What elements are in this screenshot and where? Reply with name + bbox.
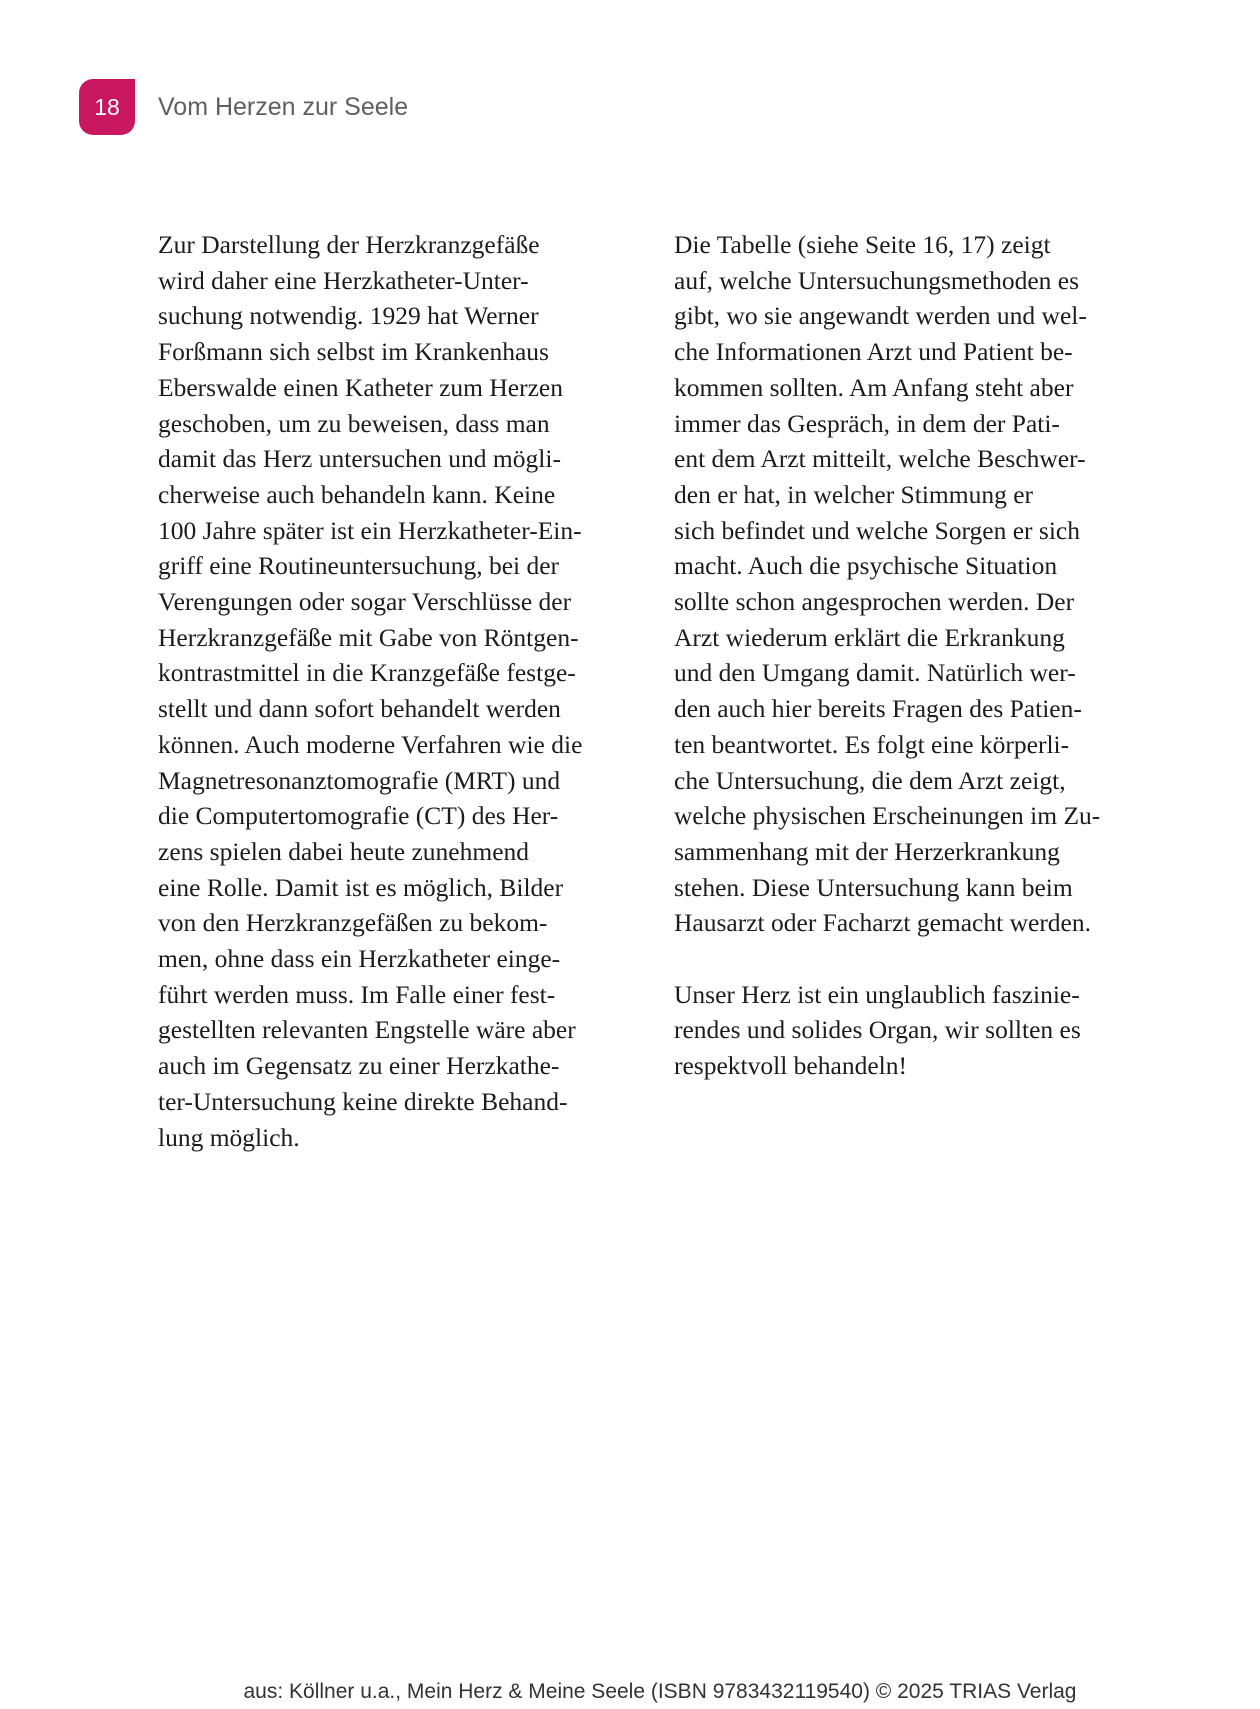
text-line: gestellten relevanten Engstelle wäre aber <box>158 1015 576 1045</box>
text-line: stellt und dann sofort behandelt werden <box>158 694 561 724</box>
text-line: Hausarzt oder Facharzt gemacht werden. <box>674 908 1092 938</box>
text-line: welche physischen Erscheinungen im Zu- <box>674 801 1101 831</box>
text-line: sammenhang mit der Herzerkrankung <box>674 836 1060 866</box>
text-line: respektvoll behandeln! <box>674 1051 907 1081</box>
text-line: sich befindet und welche Sorgen er sich <box>674 515 1080 545</box>
text-line: men, ohne dass ein Herzkatheter einge- <box>158 944 561 974</box>
page-number-badge: 18 <box>79 79 135 135</box>
running-title: Vom Herzen zur Seele <box>158 93 409 121</box>
text-line: Zur Darstellung der Herzkranzgefäße <box>158 230 540 259</box>
text-line: griff eine Routineuntersuchung, bei der <box>158 551 560 581</box>
source-citation: aus: Köllner u.a., Mein Herz & Meine Seele (ISBN 9783432119540) © 2025 TRIAS Verlag <box>243 1680 1077 1703</box>
text-line: stehen. Diese Untersuchung kann beim <box>674 872 1073 902</box>
text-line: 100 Jahre später ist ein Herzkatheter-Ein- <box>158 515 582 545</box>
text-line: auf, welche Untersuchungsmethoden es <box>674 265 1080 295</box>
text-line: suchung notwendig. 1929 hat Werner <box>158 301 539 331</box>
text-line: ter-Untersuchung keine direkte Behand- <box>158 1086 568 1116</box>
text-line: kontrastmittel in die Kranzgefäße festge- <box>158 658 576 688</box>
text-line: Unser Herz ist ein unglaublich faszinie- <box>674 979 1080 1009</box>
text-line: che Untersuchung, die dem Arzt zeigt, <box>674 765 1066 795</box>
text-line: Forßmann sich selbst im Krankenhaus <box>158 337 549 367</box>
text-line: ten beantwortet. Es folgt eine körperli- <box>674 729 1070 759</box>
text-line: cherweise auch behandeln kann. Keine <box>158 479 556 509</box>
text-line: damit das Herz untersuchen und mögli- <box>158 444 561 474</box>
text-line: che Informationen Arzt und Patient be- <box>674 337 1073 367</box>
text-line: lung möglich. <box>158 1122 300 1152</box>
text-line: Die Tabelle (siehe Seite 16, 17) zeigt <box>674 230 1051 259</box>
text-line: den er hat, in welcher Stimmung er <box>674 479 1034 509</box>
text-line: Magnetresonanztomografie (MRT) und <box>158 765 561 795</box>
text-line: von den Herzkranzgefäßen zu bekom- <box>158 908 548 938</box>
text-line: gibt, wo sie angewandt werden und wel- <box>674 301 1087 331</box>
text-line: Arzt wiederum erklärt die Erkrankung <box>674 622 1065 652</box>
text-line: wird daher eine Herzkatheter-Unter- <box>158 265 529 295</box>
text-line: Eberswalde einen Katheter zum Herzen <box>158 372 563 402</box>
text-line: sollte schon angesprochen werden. Der <box>674 587 1075 617</box>
text-line: ent dem Arzt mitteilt, welche Beschwer- <box>674 444 1086 474</box>
text-line: auch im Gegensatz zu einer Herzkathe- <box>158 1051 560 1081</box>
right-text-column <box>674 227 1164 1084</box>
text-line: Verengungen oder sogar Verschlüsse der <box>158 587 572 617</box>
text-line: können. Auch moderne Verfahren wie die <box>158 729 583 759</box>
text-line: zens spielen dabei heute zunehmend <box>158 836 530 866</box>
text-line: macht. Auch die psychische Situation <box>674 551 1058 581</box>
text-line: eine Rolle. Damit ist es möglich, Bilder <box>158 872 564 902</box>
text-line: geschoben, um zu beweisen, dass man <box>158 408 550 438</box>
text-line: führt werden muss. Im Falle einer fest- <box>158 979 556 1009</box>
text-line: die Computertomografie (CT) des Her- <box>158 801 559 831</box>
text-line: kommen sollten. Am Anfang steht aber <box>674 372 1074 402</box>
paragraph-spacer <box>674 941 1164 977</box>
text-line: rendes und solides Organ, wir sollten es <box>674 1015 1081 1045</box>
text-line: und den Umgang damit. Natürlich wer- <box>674 658 1076 688</box>
text-line: den auch hier bereits Fragen des Patien- <box>674 694 1082 724</box>
left-text-column <box>158 227 648 1155</box>
text-line: immer das Gespräch, in dem der Pati- <box>674 408 1060 438</box>
text-line: Herzkranzgefäße mit Gabe von Röntgen- <box>158 622 579 652</box>
